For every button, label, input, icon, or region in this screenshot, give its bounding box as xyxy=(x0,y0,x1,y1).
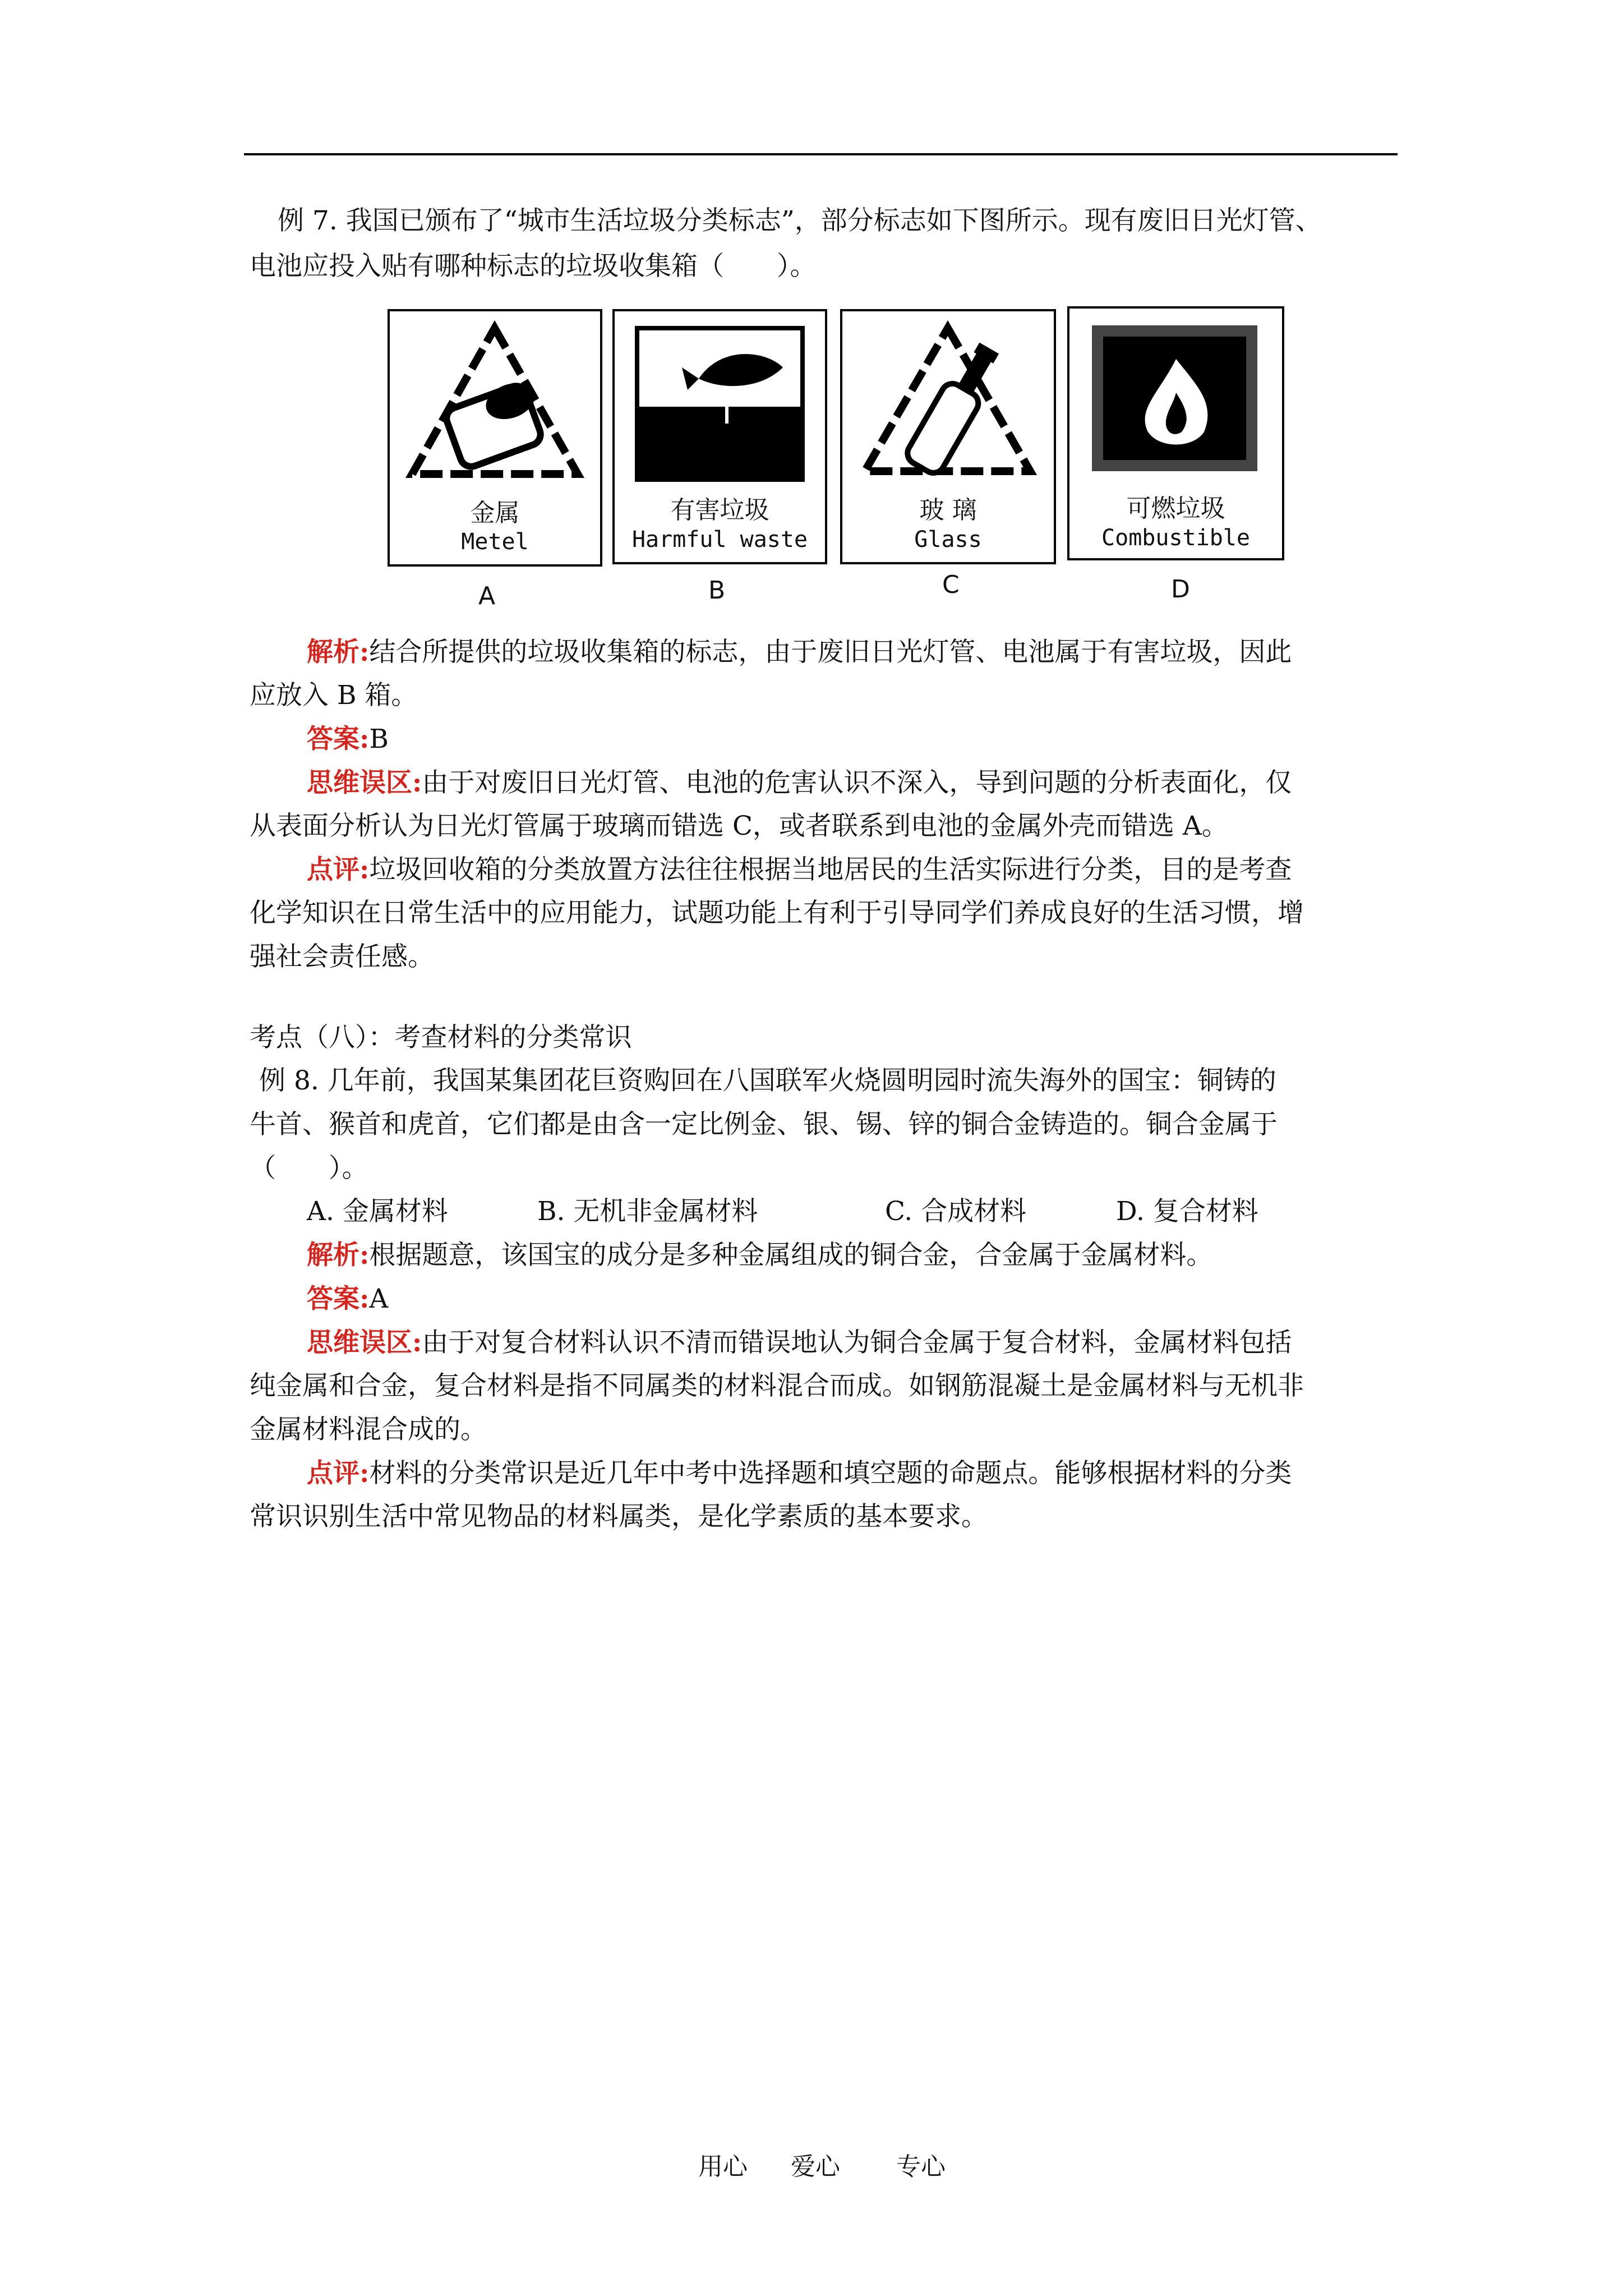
ex7-question-line2: 电池应投入贴有哪种标志的垃圾收集箱（ ）。 xyxy=(250,251,817,282)
comment-text: 垃圾回收箱的分类放置方法往往根据当地居民的生活实际进行分类，目的是考查 xyxy=(369,854,1292,885)
ex8-answer xyxy=(307,1282,388,1316)
answer-value: B xyxy=(369,724,389,754)
ex7-question-line1: 例 7. 我国已颁布了“城市生活垃圾分类标志”，部分标志如下图所示。现有废旧日光灯管、 xyxy=(278,205,1322,236)
sign-harmful xyxy=(612,309,827,564)
ex7-answer xyxy=(307,723,389,756)
comment-text: 材料的分类常识是近几年中考中选择题和填空题的命题点。能够根据材料的分类 xyxy=(369,1458,1292,1489)
sign-en-label: Glass xyxy=(914,527,982,553)
sign-letter: C xyxy=(942,570,960,599)
comment-label: 点评: xyxy=(307,1458,370,1489)
footer-word: 用心 xyxy=(698,2152,748,2181)
sign-cn-label: 有害垃圾 xyxy=(670,496,769,524)
ex8-question-line1: 例 8. 几年前，我国某集团花巨资购回在八国联军火烧圆明园时流失海外的国宝：铜铸的 xyxy=(259,1065,1276,1096)
ex7-comment-line3: 强社会责任感。 xyxy=(250,941,434,972)
footer-word: 爱心 xyxy=(791,2152,840,2181)
ex8-mistake-line3: 金属材料混合成的。 xyxy=(250,1414,487,1445)
sign-glass xyxy=(840,309,1056,564)
analysis-label: 解析: xyxy=(307,637,370,668)
answer-label: 答案: xyxy=(307,724,370,754)
mistake-label: 思维误区: xyxy=(307,1327,422,1358)
ex7-comment-line1 xyxy=(307,853,1292,887)
analysis-label: 解析: xyxy=(307,1240,370,1271)
ex8-comment-line1 xyxy=(307,1457,1292,1490)
ex7-mistake-line2: 从表面分析认为日光灯管属于玻璃而错选 C，或者联系到电池的金属外壳而错选 A。 xyxy=(250,811,1228,841)
ex8-mistake-line2: 纯金属和合金，复合材料是指不同属类的材料混合而成。如钢筋混凝土是金属材料与无机非 xyxy=(250,1370,1304,1401)
sign-cn-label: 金属 xyxy=(470,499,520,527)
answer-label: 答案: xyxy=(307,1283,370,1314)
option-a: A. 金属材料 xyxy=(307,1196,448,1227)
ex8-comment-line2: 常识识别生活中常见物品的材料属类，是化学素质的基本要求。 xyxy=(250,1501,988,1532)
harmful-leaf-icon xyxy=(615,311,825,491)
section-heading: 考点（八）：考查材料的分类常识 xyxy=(250,1022,632,1053)
option-b: B. 无机非金属材料 xyxy=(537,1196,758,1227)
option-c: C. 合成材料 xyxy=(885,1196,1027,1227)
flame-icon xyxy=(1069,309,1282,488)
sign-letter: A xyxy=(478,582,496,610)
option-d: D. 复合材料 xyxy=(1116,1196,1258,1227)
sign-metal xyxy=(388,309,602,567)
sign-combustible xyxy=(1067,306,1284,560)
sign-en-label: Combustible xyxy=(1101,525,1250,551)
ex7-analysis-line2: 应放入 B 箱。 xyxy=(250,680,418,711)
ex8-question-line3: （ ）。 xyxy=(250,1153,368,1184)
ex8-mistake-line1 xyxy=(307,1326,1292,1360)
sign-letter: D xyxy=(1171,575,1190,604)
ex7-analysis-line1 xyxy=(307,636,1292,669)
analysis-text: 结合所提供的垃圾收集箱的标志，由于废旧日光灯管、电池属于有害垃圾，因此 xyxy=(369,637,1292,668)
sign-cn-label: 玻 璃 xyxy=(919,496,977,524)
sign-letter: B xyxy=(708,576,726,605)
ex7-comment-line2: 化学知识在日常生活中的应用能力，试题功能上有利于引导同学们养成良好的生活习惯，增 xyxy=(250,898,1304,928)
analysis-text: 根据题意，该国宝的成分是多种金属组成的铜合金，合金属于金属材料。 xyxy=(369,1240,1213,1271)
sign-en-label: Harmful waste xyxy=(631,527,808,553)
comment-label: 点评: xyxy=(307,854,370,885)
ex8-analysis-line1 xyxy=(307,1239,1212,1272)
mistake-text: 由于对废旧日光灯管、电池的危害认识不深入，导到问题的分析表面化，仅 xyxy=(422,767,1292,798)
sign-cn-label: 可燃垃圾 xyxy=(1126,494,1225,523)
footer-word: 专心 xyxy=(896,2152,946,2181)
ex8-question-line2: 牛首、猴首和虎首，它们都是由含一定比例金、银、锡、锌的铜合金铸造的。铜合金属于 xyxy=(250,1109,1278,1140)
recycle-bottle-icon xyxy=(842,311,1054,491)
sign-en-label: Metel xyxy=(461,529,529,555)
header-rule xyxy=(244,153,1398,155)
answer-value: A xyxy=(369,1283,389,1314)
mistake-label: 思维误区: xyxy=(307,767,422,798)
mistake-text: 由于对复合材料认识不清而错误地认为铜合金属于复合材料，金属材料包括 xyxy=(422,1327,1292,1358)
recycle-can-icon xyxy=(390,311,600,496)
ex7-mistake-line1 xyxy=(307,766,1292,800)
